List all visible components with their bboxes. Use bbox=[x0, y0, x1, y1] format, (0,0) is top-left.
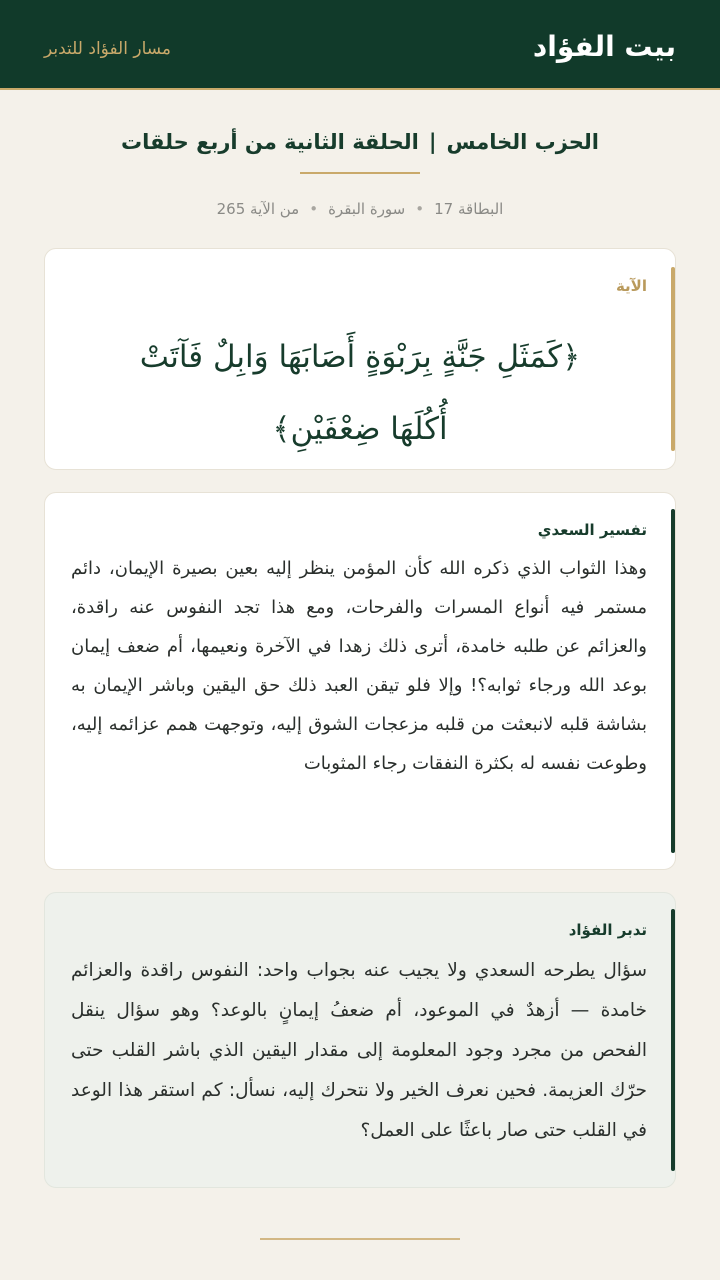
tafsir-text: وهذا الثواب الذي ذكره الله كأن المؤمن ينظر إليه بعين بصيرة الإيمان، دائم مستمر فيه أنواع المسرات والفرحات، ومع هذا تجد النفوس عنه راقدة، والعزائم عن طلبه خامدة، أترى ذلك زهدا في الآخرة ونعيمها، أم ضعف إيمان بوعد الله ورجاء ثوابه؟! وإلا فلو تيقن العبد ذلك حق اليقين وباشر الإيمان به بشاشة قلبه لانبعثت من قلبه مزعجات الشوق إليه، وتوجهت همم عزائمه إليه، وطوعت نفسه له بكثرة النفقات رجاء المثوبات bbox=[71, 558, 647, 774]
hizb-title: الحزب الخامس bbox=[446, 130, 600, 154]
episode-title: الحلقة الثانية من أربع حلقات bbox=[120, 130, 419, 154]
tafsir-accent-bar bbox=[671, 509, 675, 853]
lesson-heading bbox=[0, 130, 720, 154]
reflection-label: تدبر الفؤاد bbox=[568, 921, 647, 939]
meta-dot: • bbox=[309, 200, 319, 218]
tafsir-label: تفسير السعدي bbox=[537, 521, 647, 539]
ayah-text: ﴿كَمَثَلِ جَنَّةٍ بِرَبْوَةٍ أَصَابَهَا وَابِلٌ فَآتَتْ أُكُلَهَا ضِعْفَيْنِ﴾ bbox=[139, 339, 581, 447]
app-title[interactable]: بيت الفؤاد bbox=[532, 30, 676, 63]
ayah-accent-bar bbox=[671, 267, 675, 451]
reflection-card bbox=[44, 892, 676, 1188]
tadabbur-path-link[interactable]: مسار الفؤاد للتدبر bbox=[44, 39, 172, 59]
card-meta bbox=[0, 200, 720, 218]
heading-divider bbox=[300, 172, 420, 174]
reflection-accent-bar bbox=[671, 909, 675, 1171]
ayah-reference: من الآية 265 bbox=[216, 200, 300, 218]
surah-name: سورة البقرة bbox=[328, 200, 406, 218]
reflection-text: سؤال يطرحه السعدي ولا يجيب عنه بجواب واحد: النفوس راقدة والعزائم خامدة — أزهدٌ في الموعود، أم ضعفُ إيمانٍ بالوعد؟ وهو سؤال ينقل الفحص من مجرد وجود المعلومة إلى مقدار اليقين الذي باشر القلب حتى حرّك العزيمة. فحين نعرف الخير ولا نتحرك إليه، نسأل: كم استقر هذا الوعد في القلب حتى صار باعثًا على العمل؟ bbox=[71, 960, 647, 1141]
app-header bbox=[0, 0, 720, 90]
footer-divider bbox=[260, 1238, 460, 1240]
ayah-card bbox=[44, 248, 676, 470]
tafsir-card bbox=[44, 492, 676, 870]
meta-dot: • bbox=[415, 200, 425, 218]
ayah-label: الآية bbox=[615, 277, 647, 295]
heading-separator: | bbox=[428, 130, 437, 154]
card-number: البطاقة 17 bbox=[434, 200, 504, 218]
